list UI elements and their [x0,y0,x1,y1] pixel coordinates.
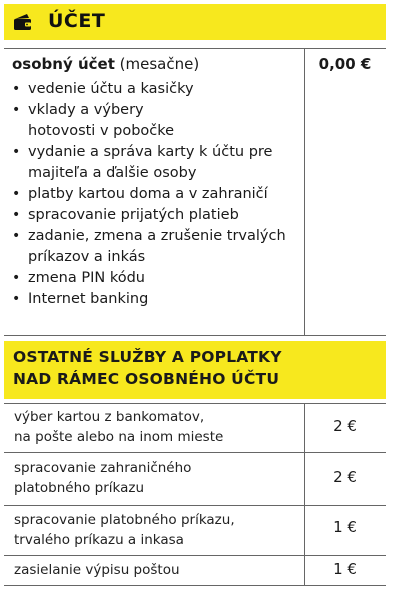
feature-item: • zmena PIN kódu [12,268,302,289]
feature-item: • Internet banking [12,289,302,310]
service-desc: zasielanie výpisu poštou [14,562,180,578]
feature-item: • vklady a výbery hotovosti v pobočke [12,100,198,142]
account-section [4,48,386,336]
wallet-icon [13,12,33,32]
column-divider [304,49,305,335]
account-price: 0,00 € [318,55,372,73]
service-price: 1 € [333,518,357,536]
pricing-card [4,4,386,594]
account-name [12,55,199,73]
feature-item: • vedenie účtu a kasičky [12,79,302,100]
account-name-suffix: (mesačne) [114,55,200,73]
service-row [4,403,386,453]
service-desc: spracovanie platobného príkazu, trvalého príkazu a inkasa [14,512,235,548]
service-price: 1 € [333,560,357,578]
service-price: 2 € [333,468,357,486]
service-row [4,506,386,556]
service-price: 2 € [333,417,357,435]
account-header [4,4,386,40]
feature-item: • vydanie a správa karty k účtu pre majiteľa a ďalšie osoby [12,142,278,184]
feature-item: • zadanie, zmena a zrušenie trvalých príkazov a inkás [12,226,308,268]
account-name-bold: osobný účet [12,55,115,73]
other-services-title-line2: NAD RÁMEC OSOBNÉHO ÚČTU [13,370,280,388]
service-row [4,556,386,586]
header-title: ÚČET [48,10,106,32]
other-services-title-line1: OSTATNÉ SLUŽBY A POPLATKY [13,348,282,366]
feature-list [12,79,302,310]
service-desc: spracovanie zahraničného platobného príkazu [14,460,192,496]
other-services-header [4,341,386,399]
feature-item: • spracovanie prijatých platieb [12,205,302,226]
feature-item: • platby kartou doma a v zahraničí [12,184,302,205]
service-desc: výber kartou z bankomatov, na pošte alebo na inom mieste [14,409,224,445]
service-row [4,453,386,506]
